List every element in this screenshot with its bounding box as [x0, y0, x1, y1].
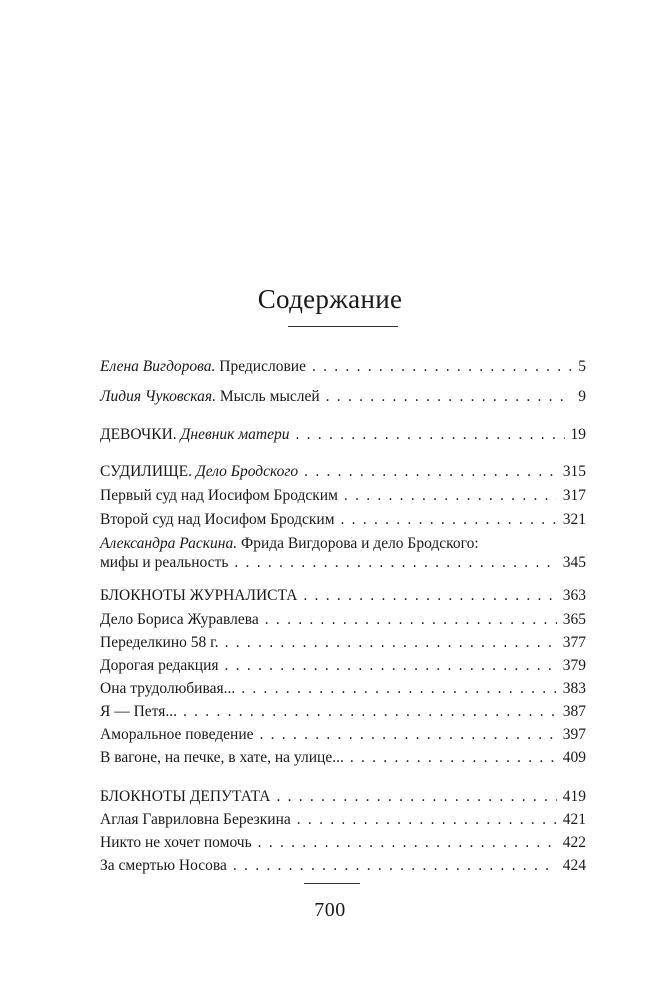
toc-entry-zhuravlev[interactable] [100, 609, 586, 631]
toc-entry-in-the-wagon[interactable] [100, 747, 586, 769]
dot-leader [296, 424, 565, 446]
dot-leader [265, 609, 557, 631]
toc-page-number: 5 [578, 358, 586, 375]
toc-page-number: 345 [562, 554, 586, 571]
toc-page-number: 9 [578, 388, 586, 405]
dot-leader [260, 724, 557, 746]
toc-page-number: 424 [562, 857, 586, 874]
dot-leader [304, 461, 557, 483]
toc-title: Фрида Вигдорова и дело Бродского: [240, 535, 479, 552]
dot-leader [276, 786, 556, 808]
toc-entry-sudilishche[interactable] [100, 461, 586, 483]
toc-entry-deputy-notebooks[interactable] [100, 786, 586, 808]
dot-leader [297, 809, 557, 831]
dot-leader [341, 509, 557, 531]
dot-leader [233, 855, 557, 877]
dot-leader [326, 386, 573, 408]
toc-page-number: 422 [562, 834, 586, 851]
dot-leader [303, 585, 556, 607]
page-number: 700 [314, 899, 346, 921]
toc-title: Я — Петя... [100, 703, 177, 720]
dot-leader [344, 485, 557, 507]
toc-section: БЛОКНОТЫ ЖУРНАЛИСТА [100, 587, 298, 604]
toc-title: Она трудолюбивая... [100, 680, 236, 697]
toc-title: За смертью Носова [100, 857, 227, 874]
toc-title: Никто не хочет помочь [100, 834, 252, 851]
toc-page-number: 379 [562, 657, 586, 674]
toc-entry-dear-editors[interactable] [100, 655, 586, 677]
toc-entry-text [100, 424, 296, 446]
toc-section: СУДИЛИЩЕ. [100, 463, 192, 480]
toc-entry-peredelkino[interactable] [100, 632, 586, 654]
toc-title: Переделкино 58 г. [100, 634, 219, 651]
toc-title: Мысль мыслей [219, 388, 320, 405]
toc-page-number: 19 [570, 426, 586, 443]
toc-entry-raskina-continued[interactable] [100, 552, 586, 574]
dot-leader [350, 747, 557, 769]
page-title: Содержание [257, 284, 403, 314]
toc-entry-immoral[interactable] [100, 724, 586, 746]
toc-page-number: 377 [562, 634, 586, 651]
toc-page-number: 419 [562, 788, 586, 805]
toc-page-number: 409 [562, 749, 586, 766]
toc-title: Дорогая редакция [100, 657, 219, 674]
toc-entry-nosov[interactable] [100, 855, 586, 877]
toc-page-number: 363 [562, 587, 586, 604]
toc-entry-berezkina[interactable] [100, 809, 586, 831]
dot-leader [183, 701, 557, 723]
toc-title: Первый суд над Иосифом Бродским [100, 487, 338, 504]
toc-entry-nobody-helps[interactable] [100, 832, 586, 854]
toc-title: мифы и реальность [100, 554, 229, 571]
toc-title: Второй суд над Иосифом Бродским [100, 511, 335, 528]
dot-leader [258, 832, 557, 854]
toc-page-number: 315 [562, 463, 586, 480]
toc-title: Предисловие [219, 358, 306, 375]
toc-section: БЛОКНОТЫ ДЕПУТАТА [100, 788, 271, 805]
toc-author: Александра Раскина. [100, 535, 238, 552]
toc-page-number: 387 [562, 703, 586, 720]
toc-entry-text [100, 386, 326, 408]
toc-page-number: 321 [562, 511, 586, 528]
toc-section: ДЕВОЧКИ. [100, 426, 177, 443]
toc-page-number: 383 [562, 680, 586, 697]
dot-leader [312, 356, 572, 378]
dot-leader [225, 632, 557, 654]
toc-title: Аморальное поведение [100, 726, 254, 743]
toc-entry-hardworking[interactable] [100, 678, 586, 700]
toc-entry-preface[interactable] [100, 356, 586, 378]
toc-page-number: 365 [562, 611, 586, 628]
title-rule [288, 326, 398, 327]
dot-leader [225, 655, 557, 677]
toc-page-number: 421 [562, 811, 586, 828]
toc-entry-text [100, 356, 312, 378]
dot-leader [234, 552, 556, 574]
toc-entry-first-trial[interactable] [100, 485, 586, 507]
folio-rule [304, 883, 360, 884]
toc-entry-devochki[interactable] [100, 424, 586, 446]
toc-subtitle: Дело Бродского [195, 463, 299, 480]
toc-subtitle: Дневник матери [180, 426, 290, 443]
toc-author: Лидия Чуковская. [100, 388, 216, 405]
toc-title: Дело Бориса Журавлева [100, 611, 259, 628]
toc-entry-petya[interactable] [100, 701, 586, 723]
toc-page-number: 317 [562, 487, 586, 504]
toc-entry-second-trial[interactable] [100, 509, 586, 531]
toc-entry-journalist-notebooks[interactable] [100, 585, 586, 607]
toc-entry-text [100, 461, 304, 483]
toc-page-number: 397 [562, 726, 586, 743]
dot-leader [241, 678, 557, 700]
toc-author: Елена Вигдорова. [100, 358, 216, 375]
toc-title: Аглая Гавриловна Березкина [100, 811, 291, 828]
toc-title: В вагоне, на печке, в хате, на улице... [100, 749, 344, 766]
toc-entry-chukovskaya[interactable] [100, 386, 586, 408]
